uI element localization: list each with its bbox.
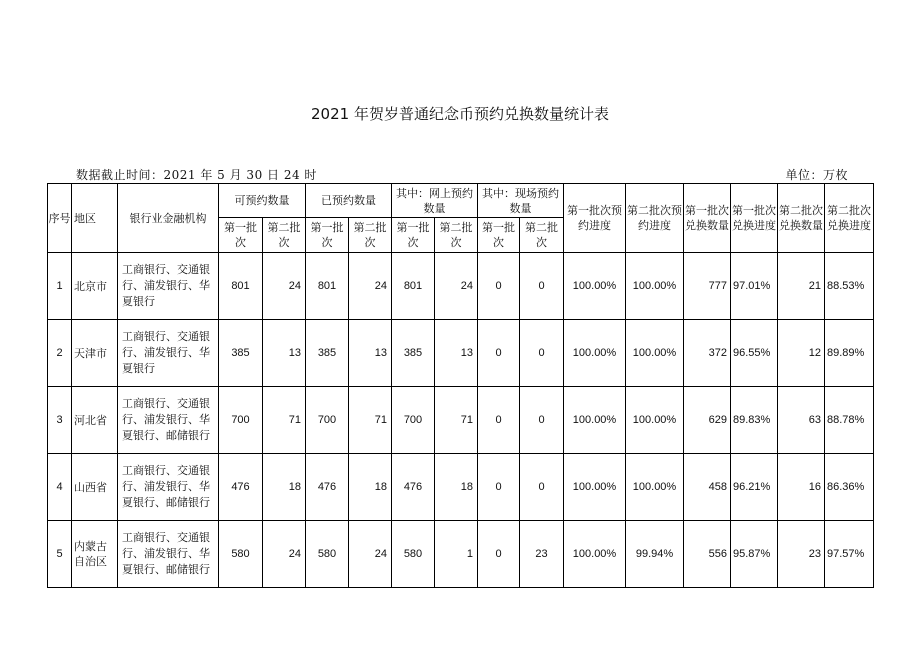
- cell-batch2-progress: 100.00%: [626, 387, 684, 454]
- header-banks: 银行业金融机构: [118, 184, 219, 253]
- cell-online-batch2: 71: [435, 387, 478, 454]
- cell-onsite-batch2: 23: [520, 521, 564, 588]
- cell-batch2-exchange-qty: 21: [778, 253, 825, 320]
- cell-online-batch2: 1: [435, 521, 478, 588]
- cell-reserved-batch1: 580: [306, 521, 349, 588]
- cell-banks: 工商银行、交通银行、浦发银行、华夏银行、邮储银行: [118, 454, 219, 521]
- header-batch1-exchange-progress: 第一批次兑换进度: [731, 184, 778, 253]
- cell-reservable-batch2: 71: [263, 387, 306, 454]
- cell-reservable-batch2: 18: [263, 454, 306, 521]
- cell-batch2-exchange-progress: 88.78%: [825, 387, 874, 454]
- table-row: [48, 454, 874, 521]
- cell-online-batch2: 18: [435, 454, 478, 521]
- header-online: 其中：网上预约数量: [392, 184, 478, 218]
- page-title: 2021 年贺岁普通纪念币预约兑换数量统计表: [311, 105, 609, 123]
- cell-onsite-batch1: 0: [478, 387, 520, 454]
- cell-online-batch1: 801: [392, 253, 435, 320]
- subheader-batch2: 第二批次: [435, 218, 478, 253]
- cell-batch1-exchange-progress: 97.01%: [731, 253, 778, 320]
- cell-batch1-exchange-progress: 96.21%: [731, 454, 778, 521]
- subheader-batch2: 第二批次: [520, 218, 564, 253]
- cell-batch1-exchange-qty: 629: [684, 387, 731, 454]
- table-row: [48, 387, 874, 454]
- cell-reserved-batch1: 801: [306, 253, 349, 320]
- subheader-batch2: 第二批次: [263, 218, 306, 253]
- cell-batch1-exchange-progress: 95.87%: [731, 521, 778, 588]
- subheader-batch1: 第一批次: [392, 218, 435, 253]
- cell-seq: 4: [48, 454, 72, 521]
- cell-seq: 2: [48, 320, 72, 387]
- header-reservable: 可预约数量: [219, 184, 306, 218]
- header-seq: 序号: [48, 184, 72, 253]
- cell-seq: 5: [48, 521, 72, 588]
- cell-batch2-progress: 99.94%: [626, 521, 684, 588]
- cell-region: 山西省: [72, 454, 118, 521]
- cell-reserved-batch2: 71: [349, 387, 392, 454]
- cell-banks: 工商银行、交通银行、浦发银行、华夏银行、邮储银行: [118, 521, 219, 588]
- cell-batch1-exchange-qty: 458: [684, 454, 731, 521]
- cell-region: 内蒙古自治区: [72, 521, 118, 588]
- header-onsite: 其中：现场预约数量: [478, 184, 564, 218]
- cell-batch2-exchange-qty: 16: [778, 454, 825, 521]
- table-row: [48, 320, 874, 387]
- cell-onsite-batch2: 0: [520, 387, 564, 454]
- cell-onsite-batch1: 0: [478, 521, 520, 588]
- cell-batch1-progress: 100.00%: [564, 387, 626, 454]
- cell-seq: 3: [48, 387, 72, 454]
- header-reserved: 已预约数量: [306, 184, 392, 218]
- cell-reserved-batch2: 13: [349, 320, 392, 387]
- cell-batch1-exchange-qty: 777: [684, 253, 731, 320]
- cell-online-batch2: 24: [435, 253, 478, 320]
- cell-region: 北京市: [72, 253, 118, 320]
- cell-reserved-batch1: 385: [306, 320, 349, 387]
- cell-region: 天津市: [72, 320, 118, 387]
- cell-online-batch1: 580: [392, 521, 435, 588]
- header-batch2-progress: 第二批次预约进度: [626, 184, 684, 253]
- cell-seq: 1: [48, 253, 72, 320]
- cell-batch1-exchange-qty: 556: [684, 521, 731, 588]
- cell-batch2-progress: 100.00%: [626, 320, 684, 387]
- cell-reservable-batch1: 801: [219, 253, 263, 320]
- cell-batch1-progress: 100.00%: [564, 320, 626, 387]
- cell-batch2-exchange-qty: 12: [778, 320, 825, 387]
- subheader-batch1: 第一批次: [306, 218, 349, 253]
- header-region: 地区: [72, 184, 118, 253]
- cell-reservable-batch2: 24: [263, 521, 306, 588]
- cell-reserved-batch2: 24: [349, 253, 392, 320]
- cell-banks: 工商银行、交通银行、浦发银行、华夏银行: [118, 320, 219, 387]
- cell-batch1-exchange-progress: 96.55%: [731, 320, 778, 387]
- cell-onsite-batch2: 0: [520, 320, 564, 387]
- cell-batch2-exchange-qty: 63: [778, 387, 825, 454]
- cell-batch1-exchange-qty: 372: [684, 320, 731, 387]
- cell-onsite-batch1: 0: [478, 320, 520, 387]
- header-batch2-exchange-progress: 第二批次兑换进度: [825, 184, 874, 253]
- cell-onsite-batch1: 0: [478, 454, 520, 521]
- cell-banks: 工商银行、交通银行、浦发银行、华夏银行: [118, 253, 219, 320]
- cell-reserved-batch2: 18: [349, 454, 392, 521]
- subheader-batch2: 第二批次: [349, 218, 392, 253]
- cell-batch2-progress: 100.00%: [626, 253, 684, 320]
- cell-reservable-batch2: 13: [263, 320, 306, 387]
- cell-reserved-batch1: 476: [306, 454, 349, 521]
- data-cutoff-time: 数据截止时间：2021 年 5 月 30 日 24 时: [76, 168, 317, 182]
- cell-banks: 工商银行、交通银行、浦发银行、华夏银行、邮储银行: [118, 387, 219, 454]
- subheader-batch1: 第一批次: [478, 218, 520, 253]
- cell-reservable-batch1: 700: [219, 387, 263, 454]
- cell-batch1-progress: 100.00%: [564, 253, 626, 320]
- cell-batch2-exchange-progress: 89.89%: [825, 320, 874, 387]
- cell-batch2-exchange-qty: 23: [778, 521, 825, 588]
- cell-reservable-batch1: 385: [219, 320, 263, 387]
- header-batch1-exchange-qty: 第一批次兑换数量: [684, 184, 731, 253]
- cell-reservable-batch1: 580: [219, 521, 263, 588]
- cell-online-batch2: 13: [435, 320, 478, 387]
- subheader-batch1: 第一批次: [219, 218, 263, 253]
- cell-batch2-progress: 100.00%: [626, 454, 684, 521]
- cell-onsite-batch2: 0: [520, 454, 564, 521]
- header-batch2-exchange-qty: 第二批次兑换数量: [778, 184, 825, 253]
- table-meta: [76, 166, 848, 183]
- table-row: [48, 521, 874, 588]
- cell-batch2-exchange-progress: 88.53%: [825, 253, 874, 320]
- cell-batch1-progress: 100.00%: [564, 454, 626, 521]
- cell-batch2-exchange-progress: 86.36%: [825, 454, 874, 521]
- header-batch1-progress: 第一批次预约进度: [564, 184, 626, 253]
- cell-online-batch1: 476: [392, 454, 435, 521]
- cell-reserved-batch1: 700: [306, 387, 349, 454]
- statistics-table: [47, 183, 874, 588]
- cell-batch1-exchange-progress: 89.83%: [731, 387, 778, 454]
- table-row: [48, 253, 874, 320]
- cell-online-batch1: 700: [392, 387, 435, 454]
- cell-reserved-batch2: 24: [349, 521, 392, 588]
- cell-onsite-batch1: 0: [478, 253, 520, 320]
- cell-reservable-batch2: 24: [263, 253, 306, 320]
- cell-reservable-batch1: 476: [219, 454, 263, 521]
- unit-label: 单位：万枚: [785, 168, 848, 182]
- cell-batch1-progress: 100.00%: [564, 521, 626, 588]
- cell-onsite-batch2: 0: [520, 253, 564, 320]
- cell-region: 河北省: [72, 387, 118, 454]
- cell-batch2-exchange-progress: 97.57%: [825, 521, 874, 588]
- cell-online-batch1: 385: [392, 320, 435, 387]
